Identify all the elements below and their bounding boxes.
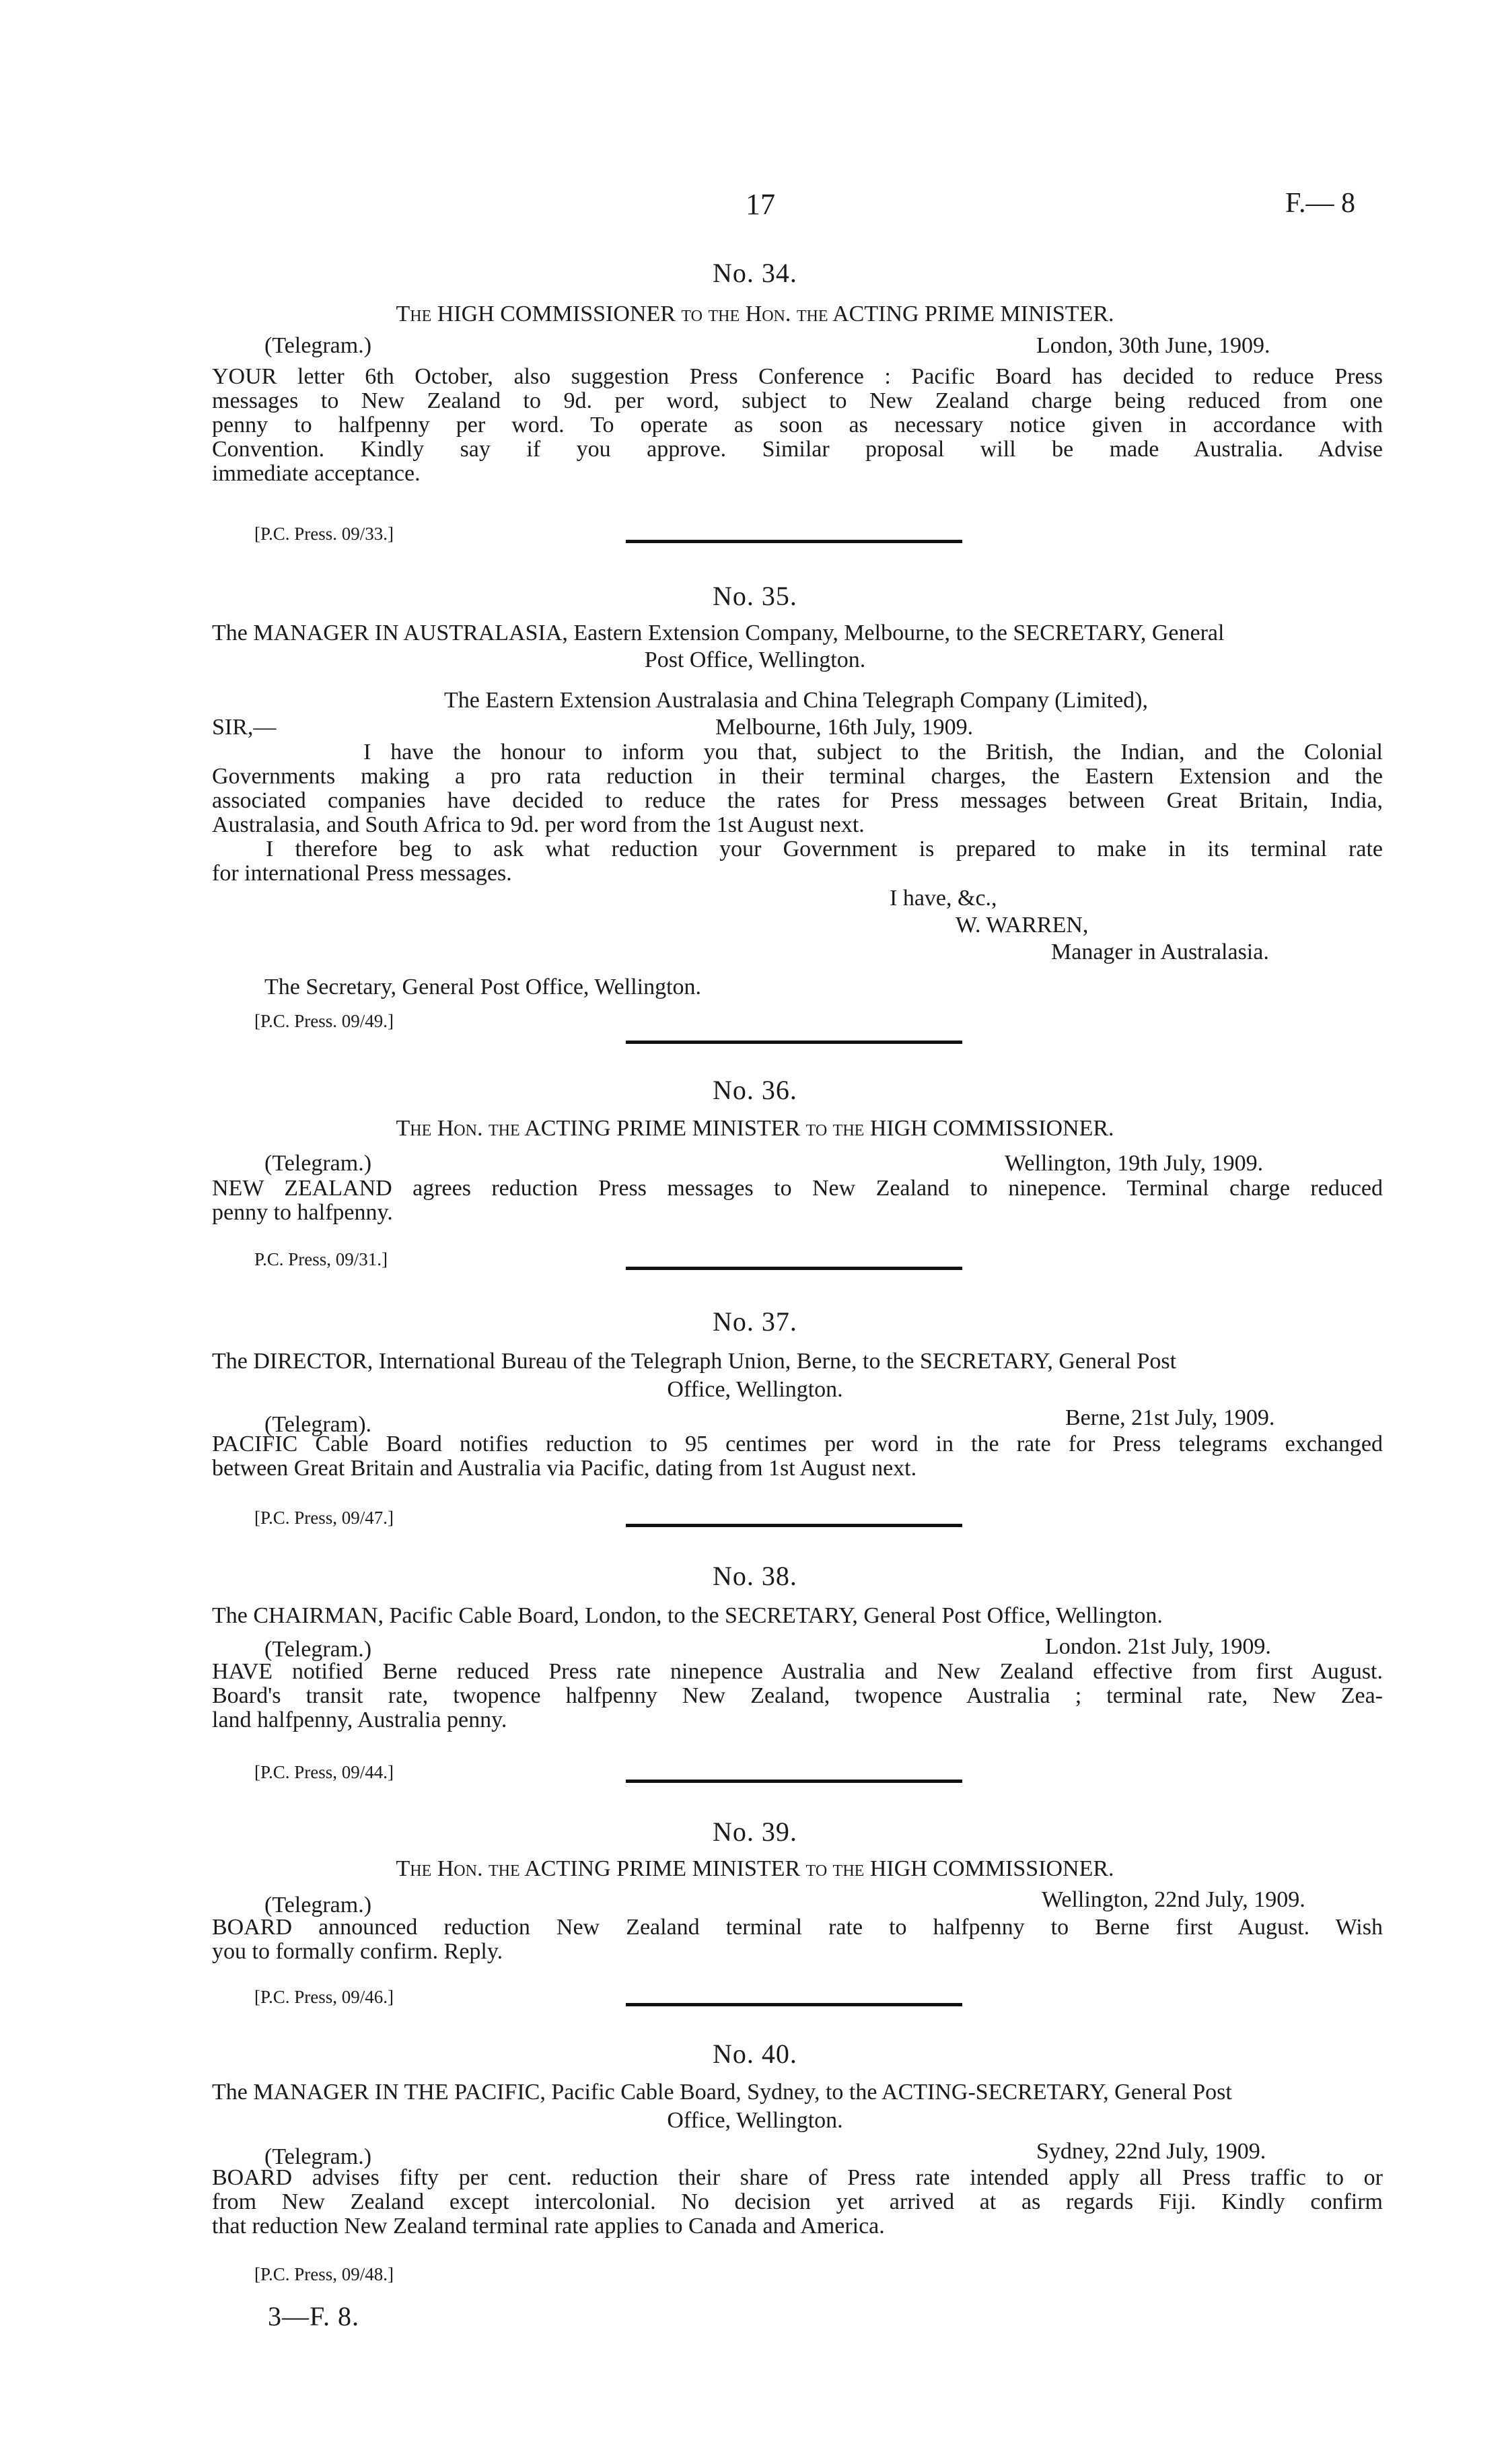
section-title: The Hon. the ACTING PRIME MINISTER to the HIGH COMMISSIONER. xyxy=(396,1116,1114,1141)
body-line: I therefore beg to ask what reduction your Government is prepared to make in its terminal rate xyxy=(266,837,1383,861)
salutation: SIR,— xyxy=(212,715,277,740)
section-title: The HIGH COMMISSIONER to the Hon. the ACTING PRIME MINISTER. xyxy=(396,302,1114,326)
message-body xyxy=(212,1432,1383,1481)
section-divider xyxy=(626,1041,962,1044)
body-line: from New Zealand except intercolonial. No decision yet arrived at as regards Fiji. Kindly confirm xyxy=(212,2189,1383,2214)
section-divider xyxy=(626,1524,962,1527)
message-medium: (Telegram). xyxy=(264,1412,372,1437)
message-body xyxy=(212,1660,1383,1732)
message-medium: (Telegram.) xyxy=(264,333,372,358)
section-title-continued: Office, Wellington. xyxy=(667,1377,843,1402)
body-line: land halfpenny, Australia penny. xyxy=(212,1708,507,1732)
body-line: HAVE notified Berne reduced Press rate ninepence Australia and New Zealand effective from first August. xyxy=(212,1659,1383,1684)
body-line: Governments making a pro rata reduction in their terminal charges, the Eastern Extension and the xyxy=(212,764,1383,789)
file-reference: [P.C. Press, 09/46.] xyxy=(254,1987,394,2007)
body-line: for international Press messages. xyxy=(212,861,512,886)
body-line: messages to New Zealand to 9d. per word, subject to New Zealand charge being reduced from one xyxy=(212,388,1383,413)
body-line: between Great Britain and Australia via Pacific, dating from 1st August next. xyxy=(212,1456,917,1481)
file-reference: [P.C. Press, 09/44.] xyxy=(254,1762,394,1782)
body-line: that reduction New Zealand terminal rate applies to Canada and America. xyxy=(212,2214,885,2239)
section-divider xyxy=(626,540,962,543)
document-reference: F.— 8 xyxy=(1285,188,1355,219)
section-heading: No. 40. xyxy=(713,2039,797,2069)
company-address: The Eastern Extension Australasia and China Telegraph Company (Limited), xyxy=(444,688,1148,713)
letter-closing: I have, &c., xyxy=(890,886,997,911)
message-body xyxy=(212,2166,1383,2239)
body-line: associated companies have decided to reduce the rates for Press messages between Great Britain, India, xyxy=(212,788,1383,813)
body-line: immediate acceptance. xyxy=(212,461,421,486)
body-line: Convention. Kindly say if you approve. Similar proposal will be made Australia. Advise xyxy=(212,437,1383,462)
section-title: The Hon. the ACTING PRIME MINISTER to the HIGH COMMISSIONER. xyxy=(396,1856,1114,1881)
section-title: The DIRECTOR, International Bureau of the Telegraph Union, Berne, to the SECRETARY, General Post xyxy=(212,1349,1177,1374)
message-medium: (Telegram.) xyxy=(264,1893,372,1917)
body-line: NEW ZEALAND agrees reduction Press messages to New Zealand to ninepence. Terminal charge reduced xyxy=(212,1176,1383,1201)
signatory-title: Manager in Australasia. xyxy=(1051,940,1269,964)
section-title-continued: Post Office, Wellington. xyxy=(644,647,866,672)
place-date: Melbourne, 16th July, 1909. xyxy=(715,715,974,740)
message-medium: (Telegram.) xyxy=(264,1637,372,1662)
section-heading: No. 36. xyxy=(713,1075,797,1105)
section-title: The CHAIRMAN, Pacific Cable Board, London, to the SECRETARY, General Post Office, Wellington. xyxy=(212,1603,1163,1628)
body-line: Board's transit rate, twopence halfpenny New Zealand, twopence Australia ; terminal rate, New Zea- xyxy=(212,1683,1383,1708)
message-medium: (Telegram.) xyxy=(264,1151,372,1176)
section-title: The MANAGER IN AUSTRALASIA, Eastern Extension Company, Melbourne, to the SECRETARY, General xyxy=(212,621,1225,645)
place-date: Sydney, 22nd July, 1909. xyxy=(1036,2139,1266,2164)
page-number: 17 xyxy=(746,188,775,221)
body-line: PACIFIC Cable Board notifies reduction to 95 centimes per word in the rate for Press telegrams exchanged xyxy=(212,1432,1383,1456)
message-medium: (Telegram.) xyxy=(264,2144,372,2169)
section-heading: No. 38. xyxy=(713,1561,797,1591)
file-reference: [P.C. Press, 09/48.] xyxy=(254,2264,394,2284)
letter-recipient: The Secretary, General Post Office, Wellington. xyxy=(264,975,702,999)
section-divider xyxy=(626,2003,962,2006)
letter-body xyxy=(212,740,1383,886)
body-line: YOUR letter 6th October, also suggestion Press Conference : Pacific Board has decided to reduce Press xyxy=(212,364,1383,389)
place-date: Wellington, 22nd July, 1909. xyxy=(1042,1887,1305,1912)
section-heading: No. 37. xyxy=(713,1306,797,1337)
section-divider xyxy=(626,1267,962,1270)
body-line: Australasia, and South Africa to 9d. per word from the 1st August next. xyxy=(212,812,865,837)
body-line: penny to halfpenny. xyxy=(212,1200,393,1225)
message-body xyxy=(212,1915,1383,1964)
section-title: The MANAGER IN THE PACIFIC, Pacific Cable Board, Sydney, to the ACTING-SECRETARY, General Post xyxy=(212,2080,1232,2105)
place-date: London, 30th June, 1909. xyxy=(1036,333,1270,358)
section-title-continued: Office, Wellington. xyxy=(667,2108,843,2133)
section-divider xyxy=(626,1780,962,1783)
section-heading: No. 35. xyxy=(713,581,797,611)
section-heading: No. 34. xyxy=(713,258,797,288)
place-date: Wellington, 19th July, 1909. xyxy=(1005,1151,1264,1176)
place-date: London. 21st July, 1909. xyxy=(1045,1634,1271,1659)
place-date: Berne, 21st July, 1909. xyxy=(1065,1405,1275,1430)
message-body xyxy=(212,1176,1383,1225)
file-reference: [P.C. Press. 09/33.] xyxy=(254,524,394,544)
body-line: I have the honour to inform you that, subject to the British, the Indian, and the Colonial xyxy=(363,740,1383,765)
letter-signature: W. WARREN, xyxy=(956,913,1089,938)
message-body xyxy=(212,365,1383,486)
body-line: you to formally confirm. Reply. xyxy=(212,1939,503,1964)
file-reference: P.C. Press, 09/31.] xyxy=(254,1249,388,1269)
body-line: BOARD announced reduction New Zealand terminal rate to halfpenny to Berne first August. Wish xyxy=(212,1915,1383,1940)
file-reference: [P.C. Press. 09/49.] xyxy=(254,1011,394,1031)
file-reference: [P.C. Press, 09/47.] xyxy=(254,1508,394,1528)
printer-signature-mark: 3—F. 8. xyxy=(268,2301,360,2331)
section-heading: No. 39. xyxy=(713,1817,797,1847)
body-line: penny to halfpenny per word. To operate as soon as necessary notice given in accordance with xyxy=(212,413,1383,437)
body-line: BOARD advises fifty per cent. reduction their share of Press rate intended apply all Press traffic to or xyxy=(212,2165,1383,2190)
